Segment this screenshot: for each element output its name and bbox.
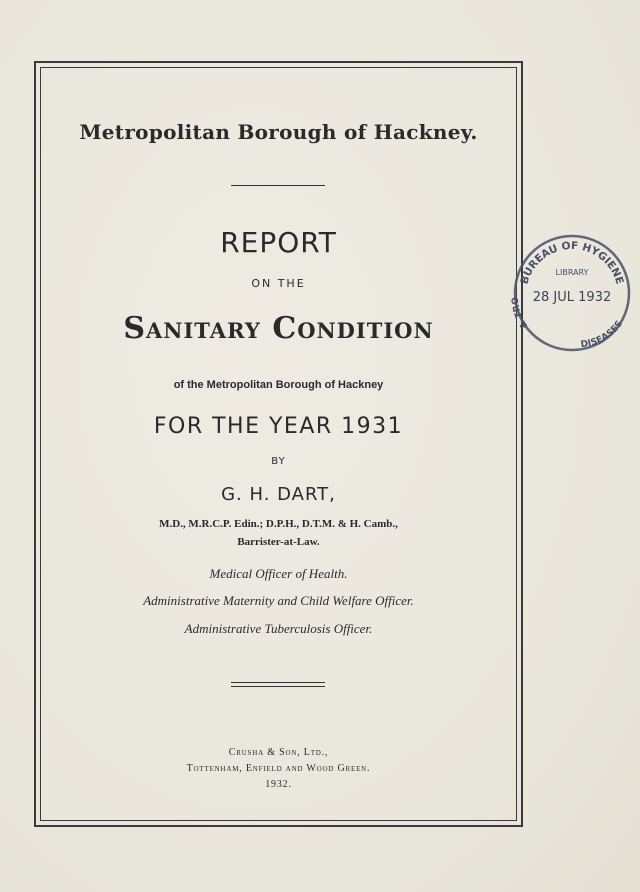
by-text: BY (271, 456, 286, 467)
bottom-divider (231, 686, 325, 687)
role-line: Administrative Maternity and Child Welfare Officer. (143, 593, 414, 608)
year-heading: FOR THE YEAR 1931 (153, 414, 404, 439)
bottom-divider (231, 682, 325, 683)
stamp-library-text: LIBRARY (555, 268, 589, 277)
printer-address: Tottenham, Enfield and Wood Green. (186, 763, 371, 774)
author-degrees: M.D., M.R.C.P. Edin.; D.P.H., D.T.M. & H. Camb., (159, 518, 398, 530)
library-stamp (508, 233, 634, 353)
of-the-borough-text: of the Metropolitan Borough of Hackney (173, 379, 384, 391)
stamp-top-text: BUREAU OF HYGIENE (518, 239, 626, 286)
print-year: 1932. (265, 779, 292, 790)
stamp-date: 28 JUL 1932 (532, 290, 612, 305)
author-name: G. H. DART, (221, 484, 336, 505)
top-divider (231, 185, 325, 186)
role-line: Medical Officer of Health. (209, 566, 348, 581)
role-line: Administrative Tuberculosis Officer. (184, 621, 373, 636)
borough-heading: Metropolitan Borough of Hackney. (79, 120, 478, 144)
author-qualification: Barrister-at-Law. (237, 536, 320, 548)
printer-name: Crusha & Son, Ltd., (228, 747, 329, 758)
subject-heading: Sanitary Condition (123, 311, 434, 346)
title-page-content (41, 68, 516, 820)
on-the-text: ON THE (251, 277, 306, 290)
report-heading: REPORT (220, 226, 337, 259)
stamp-left-text: & TRO (510, 296, 531, 331)
stamp-bottom-text: DISEASES (580, 319, 626, 351)
